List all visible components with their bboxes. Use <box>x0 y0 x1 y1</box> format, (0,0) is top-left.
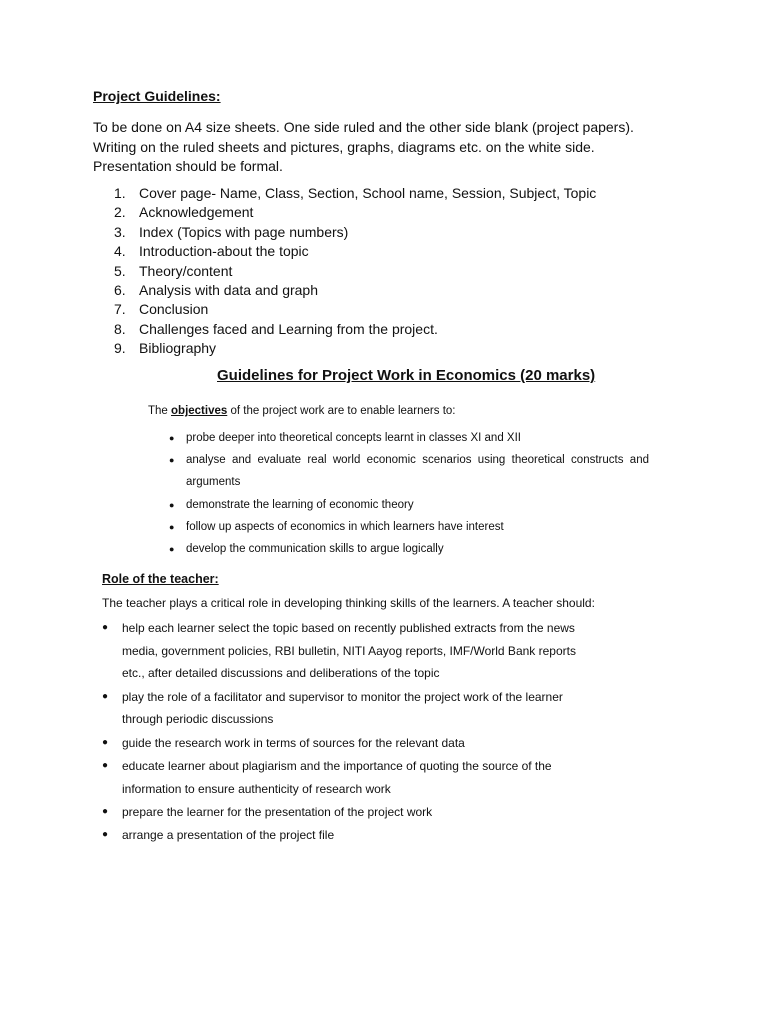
item-text: Bibliography <box>139 340 217 357</box>
item-text: Introduction-about the topic <box>139 243 309 260</box>
bullet-icon: ● <box>102 622 109 633</box>
list-item <box>169 538 649 560</box>
item-text: Conclusion <box>139 301 209 318</box>
item-number: 8. <box>114 320 126 337</box>
bullet-icon: ● <box>102 759 109 771</box>
teacher-role-intro: The teacher plays a critical role in developing thinking skills of the learners. A teacher should: <box>102 596 595 610</box>
role-text <box>122 755 594 800</box>
bullet-icon: ● <box>169 433 175 443</box>
bullet-icon: ● <box>102 736 109 748</box>
item-text: Theory/content <box>139 262 233 279</box>
bullet-icon: ● <box>169 455 175 466</box>
list-item <box>169 427 649 449</box>
list-item <box>169 516 649 538</box>
list-item <box>114 242 596 261</box>
role-line: arrange a presentation of the project file <box>122 828 335 843</box>
teacher-role-list <box>102 617 594 848</box>
objectives-emphasis: objectives <box>171 405 228 417</box>
bullet-icon: ● <box>169 544 175 555</box>
intro-line: To be done on A4 size sheets. One side ruled and the other side blank (project papers). <box>93 119 634 135</box>
item-number: 6. <box>114 282 126 299</box>
role-line: guide the research work in terms of sources for the relevant data <box>122 735 465 750</box>
role-text <box>122 824 594 847</box>
item-number: 1. <box>114 185 126 201</box>
item-number: 7. <box>114 301 126 318</box>
item-number: 9. <box>114 340 126 357</box>
list-item <box>114 300 596 319</box>
role-line: prepare the learner for the presentation of the project work <box>122 804 433 819</box>
item-text: Acknowledgement <box>139 204 254 221</box>
bullet-icon: ● <box>102 805 109 817</box>
objective-text: analyse and evaluate real world economic scenarios using theoretical constructs and arguments <box>186 454 649 489</box>
item-number: 3. <box>114 223 126 240</box>
list-item <box>114 184 596 203</box>
item-text: Challenges faced and Learning from the project. <box>139 320 438 337</box>
bullet-icon: ● <box>169 499 175 510</box>
role-text <box>122 732 594 755</box>
list-item <box>102 801 594 824</box>
role-line: information to ensure authenticity of research work <box>122 781 391 796</box>
list-item <box>169 449 649 493</box>
role-text <box>122 686 594 731</box>
teacher-role-heading: Role of the teacher: <box>102 572 219 586</box>
list-item <box>114 262 596 281</box>
list-item <box>114 203 596 222</box>
objectives-intro <box>148 405 455 417</box>
project-contents-list <box>114 184 596 359</box>
bullet-icon: ● <box>102 690 109 702</box>
list-item <box>102 617 594 685</box>
item-text: Index (Topics with page numbers) <box>139 223 349 240</box>
project-guidelines-intro <box>93 118 693 177</box>
list-item <box>102 686 594 731</box>
objectives-intro-pre: The <box>148 405 172 417</box>
role-line: educate learner about plagiarism and the importance of quoting the source of the <box>122 758 552 773</box>
economics-guidelines-title: Guidelines for Project Work in Economics (20 marks) <box>217 367 596 384</box>
role-text <box>122 801 594 824</box>
objective-text: demonstrate the learning of economic theory <box>186 498 414 511</box>
list-item <box>102 755 594 800</box>
role-text <box>122 617 594 685</box>
project-guidelines-heading: Project Guidelines: <box>93 88 221 104</box>
objective-text: develop the communication skills to argue logically <box>186 543 444 556</box>
item-number: 4. <box>114 243 126 260</box>
objective-text: follow up aspects of economics in which learners have interest <box>186 520 504 533</box>
bullet-icon: ● <box>102 829 109 841</box>
list-item <box>114 339 596 358</box>
list-item <box>102 824 594 847</box>
role-line: through periodic discussions <box>122 712 274 727</box>
objectives-list <box>169 427 649 560</box>
role-line: media, government policies, RBI bulletin, NITI Aayog reports, IMF/World Bank reports <box>122 643 576 658</box>
item-number: 5. <box>114 262 126 279</box>
role-line: help each learner select the topic based on recently published extracts from the news <box>122 621 575 635</box>
intro-line: Writing on the ruled sheets and pictures, graphs, diagrams etc. on the white side. <box>93 138 595 155</box>
bullet-icon: ● <box>169 521 175 532</box>
objectives-intro-post: of the project work are to enable learners to: <box>227 405 456 417</box>
role-line: etc., after detailed discussions and deliberations of the topic <box>122 666 440 681</box>
intro-line: Presentation should be formal. <box>93 158 283 174</box>
item-text: Analysis with data and graph <box>139 282 318 299</box>
list-item <box>114 223 596 242</box>
list-item <box>169 494 649 516</box>
list-item <box>114 320 596 339</box>
item-number: 2. <box>114 204 126 221</box>
objective-text: probe deeper into theoretical concepts learnt in classes XI and XII <box>186 432 521 444</box>
list-item <box>102 732 594 755</box>
list-item <box>114 281 596 300</box>
item-text: Cover page- Name, Class, Section, School name, Session, Subject, Topic <box>139 185 597 201</box>
role-line: play the role of a facilitator and supervisor to monitor the project work of the learner <box>122 689 563 704</box>
